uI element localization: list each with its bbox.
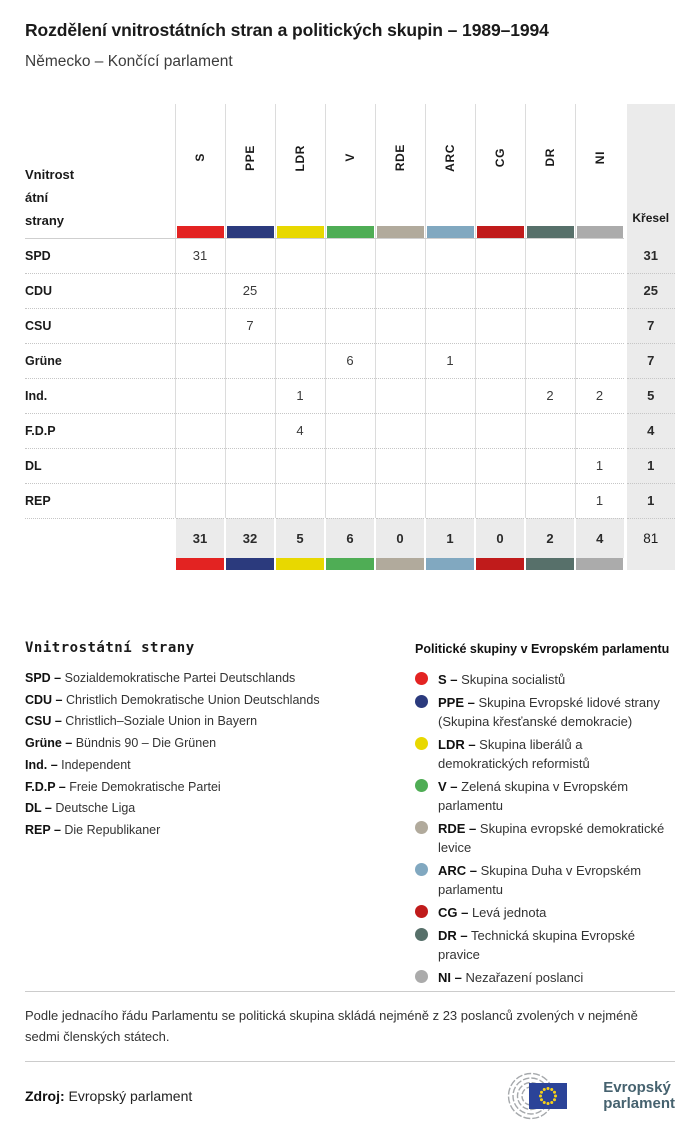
column-total-cell: 6 — [325, 518, 375, 558]
table-row — [25, 343, 675, 378]
logo-line-2: parlament — [603, 1095, 675, 1112]
seat-cell — [575, 273, 625, 308]
seat-cell — [225, 413, 275, 448]
table-row — [25, 413, 675, 448]
party-legend — [25, 640, 415, 991]
party-legend-title: Vnitrostátní strany — [25, 640, 195, 656]
group-color-bar — [577, 226, 623, 238]
column-total-cell: 2 — [525, 518, 575, 558]
row-total-cell: 7 — [625, 343, 675, 378]
table-row — [25, 448, 675, 483]
group-color-bar — [527, 226, 574, 238]
seat-cell — [325, 448, 375, 483]
seats-table — [25, 104, 675, 570]
page-title: Rozdělení vnitrostátních stran a politických skupin – 1989–1994 — [25, 20, 549, 40]
row-total-cell: 31 — [625, 238, 675, 273]
group-color-bar — [177, 226, 224, 238]
seats-column-header — [625, 104, 675, 238]
seat-cell — [475, 483, 525, 518]
party-label: Grüne — [25, 343, 175, 378]
group-color-bar — [576, 558, 623, 570]
seat-cell: 4 — [275, 413, 325, 448]
seat-cell — [525, 413, 575, 448]
party-legend-item: Ind. – Independent — [25, 757, 131, 772]
seat-cell — [575, 238, 625, 273]
seats-column-label: Křesel — [632, 211, 670, 225]
seat-cell — [575, 308, 625, 343]
table-header-row — [25, 104, 675, 238]
seat-cell — [575, 413, 625, 448]
group-color-dot — [415, 672, 428, 685]
party-label: SPD — [25, 238, 175, 273]
group-color-dot — [415, 928, 428, 941]
group-color-dot — [415, 821, 428, 834]
legends — [25, 640, 675, 991]
table-row — [25, 238, 675, 273]
seat-cell — [525, 448, 575, 483]
seat-cell — [525, 343, 575, 378]
column-header-cg: CG — [475, 104, 525, 238]
group-color-bar — [277, 226, 324, 238]
party-legend-item: F.D.P – Freie Demokratische Partei — [25, 779, 221, 794]
seat-cell — [525, 273, 575, 308]
row-total-cell: 7 — [625, 308, 675, 343]
seat-cell: 7 — [225, 308, 275, 343]
source-label: Zdroj: — [25, 1088, 65, 1104]
row-total-cell: 5 — [625, 378, 675, 413]
seat-cell — [375, 343, 425, 378]
column-header-ppe: PPE — [225, 104, 275, 238]
group-color-bar — [476, 558, 524, 570]
column-total-cell: 5 — [275, 518, 325, 558]
group-legend-item: S – Skupina socialistů — [415, 670, 675, 689]
seat-cell — [225, 483, 275, 518]
party-label: Ind. — [25, 378, 175, 413]
group-color-dot — [415, 970, 428, 983]
group-color-bar — [327, 226, 374, 238]
seat-cell — [325, 378, 375, 413]
eu-parliament-logo — [495, 1070, 675, 1122]
party-label: REP — [25, 483, 175, 518]
seat-cell — [375, 448, 425, 483]
seat-cell — [275, 273, 325, 308]
seat-cell — [275, 238, 325, 273]
group-color-bar — [226, 558, 274, 570]
seat-cell — [475, 448, 525, 483]
row-total-cell: 1 — [625, 483, 675, 518]
seat-cell — [375, 238, 425, 273]
group-color-dot — [415, 905, 428, 918]
seat-cell — [275, 308, 325, 343]
seat-cell: 1 — [275, 378, 325, 413]
seat-cell — [275, 483, 325, 518]
divider-top — [25, 991, 675, 992]
eu-parliament-logo-text — [603, 1080, 675, 1112]
seat-cell: 25 — [225, 273, 275, 308]
seat-cell — [375, 273, 425, 308]
group-legend-item: LDR – Skupina liberálů a demokratických reformistů — [415, 735, 675, 773]
seat-cell — [525, 238, 575, 273]
footnote: Podle jednacího řádu Parlamentu se politická skupina skládá nejméně z 23 poslanců zvolených v nejméně sedmi členských státech. — [25, 1008, 638, 1044]
column-header-dr: DR — [525, 104, 575, 238]
group-color-dot — [415, 737, 428, 750]
seat-cell — [325, 413, 375, 448]
party-legend-items — [25, 668, 415, 842]
color-bar-row — [25, 558, 675, 570]
group-legend-item: ARC – Skupina Duha v Evropském parlamentu — [415, 861, 675, 899]
group-legend-item: NI – Nezařazení poslanci — [415, 968, 675, 987]
seat-cell: 31 — [175, 238, 225, 273]
party-legend-item: CDU – Christlich Demokratische Union Deutschlands — [25, 692, 320, 707]
group-legend-item: CG – Levá jednota — [415, 903, 675, 922]
seat-cell: 2 — [525, 378, 575, 413]
table-row — [25, 308, 675, 343]
row-total-cell: 25 — [625, 273, 675, 308]
group-color-bar — [176, 558, 224, 570]
seat-cell — [475, 378, 525, 413]
seat-cell — [475, 308, 525, 343]
row-header-label: Vnitrost átní strany — [25, 166, 75, 228]
column-total-cell: 4 — [575, 518, 625, 558]
seat-cell — [425, 483, 475, 518]
seat-cell — [375, 483, 425, 518]
column-header-v: V — [325, 104, 375, 238]
column-total-cell: 0 — [375, 518, 425, 558]
seat-cell: 1 — [575, 448, 625, 483]
seat-cell — [525, 308, 575, 343]
party-label: CDU — [25, 273, 175, 308]
column-total-cell: 31 — [175, 518, 225, 558]
seat-cell — [325, 238, 375, 273]
divider-bottom — [25, 1061, 675, 1062]
seat-cell — [525, 483, 575, 518]
group-color-bar — [326, 558, 374, 570]
seat-cell: 1 — [575, 483, 625, 518]
group-color-bar — [376, 558, 424, 570]
row-total-cell: 1 — [625, 448, 675, 483]
group-color-bar — [526, 558, 574, 570]
seat-cell — [225, 448, 275, 483]
seat-cell — [475, 273, 525, 308]
group-color-dot — [415, 695, 428, 708]
table-row — [25, 378, 675, 413]
totals-row — [25, 518, 675, 558]
group-color-bar — [427, 226, 474, 238]
seat-cell — [175, 413, 225, 448]
group-color-dot — [415, 863, 428, 876]
seat-cell — [475, 343, 525, 378]
party-legend-item: Grüne – Bündnis 90 – Die Grünen — [25, 736, 217, 751]
party-legend-item: CSU – Christlich–Soziale Union in Bayern — [25, 714, 258, 729]
group-color-bar — [426, 558, 474, 570]
seat-cell — [175, 448, 225, 483]
seat-cell — [425, 238, 475, 273]
source-row — [25, 1070, 675, 1122]
party-label: DL — [25, 448, 175, 483]
group-legend-item: RDE – Skupina evropské demokratické levice — [415, 819, 675, 857]
group-color-bar — [377, 226, 424, 238]
table-row — [25, 483, 675, 518]
party-label: CSU — [25, 308, 175, 343]
seat-cell — [275, 343, 325, 378]
group-color-dot — [415, 779, 428, 792]
grand-total-cell: 81 — [625, 518, 675, 558]
seat-cell — [175, 308, 225, 343]
column-total-cell: 32 — [225, 518, 275, 558]
seat-cell — [475, 238, 525, 273]
group-legend — [415, 640, 675, 991]
row-total-cell: 4 — [625, 413, 675, 448]
seat-cell — [425, 413, 475, 448]
group-color-bar — [227, 226, 274, 238]
seat-cell: 6 — [325, 343, 375, 378]
party-label: F.D.P — [25, 413, 175, 448]
table-row — [25, 273, 675, 308]
seat-cell — [575, 343, 625, 378]
group-legend-title: Politické skupiny v Evropském parlamentu — [415, 642, 670, 656]
column-total-cell: 0 — [475, 518, 525, 558]
seat-cell — [225, 343, 275, 378]
column-header-arc: ARC — [425, 104, 475, 238]
seat-cell — [325, 273, 375, 308]
column-header-ni: NI — [575, 104, 625, 238]
source-value: Evropský parlament — [68, 1088, 193, 1104]
seat-cell — [425, 273, 475, 308]
eu-flag — [529, 1083, 567, 1109]
seat-cell — [175, 343, 225, 378]
group-legend-item: DR – Technická skupina Evropské pravice — [415, 926, 675, 964]
party-legend-item: DL – Deutsche Liga — [25, 801, 136, 816]
seat-cell — [175, 378, 225, 413]
seat-cell — [325, 483, 375, 518]
totals-label-cell — [25, 518, 175, 558]
eu-parliament-logo-mark — [495, 1070, 595, 1122]
group-color-bar — [276, 558, 324, 570]
seat-cell — [425, 448, 475, 483]
seat-cell — [275, 448, 325, 483]
group-legend-item: V – Zelená skupina v Evropském parlamentu — [415, 777, 675, 815]
seat-cell — [325, 308, 375, 343]
source-text — [25, 1088, 192, 1104]
party-legend-item: SPD – Sozialdemokratische Partei Deutschlands — [25, 671, 296, 685]
column-total-cell: 1 — [425, 518, 475, 558]
logo-line-1: Evropský — [603, 1079, 671, 1096]
seat-cell — [175, 483, 225, 518]
group-legend-items — [415, 670, 675, 987]
column-header-ldr: LDR — [275, 104, 325, 238]
seat-cell: 1 — [425, 343, 475, 378]
seat-cell — [175, 273, 225, 308]
seat-cell — [375, 378, 425, 413]
column-header-s: S — [175, 104, 225, 238]
seat-cell — [375, 413, 425, 448]
seat-cell — [425, 308, 475, 343]
row-header-cell — [25, 104, 175, 238]
seat-cell — [225, 378, 275, 413]
column-header-rde: RDE — [375, 104, 425, 238]
group-color-bar — [477, 226, 524, 238]
seat-cell — [475, 413, 525, 448]
party-legend-item: REP – Die Republikaner — [25, 822, 161, 837]
group-legend-item: PPE – Skupina Evropské lidové strany (Skupina křesťanské demokracie) — [415, 693, 675, 731]
seat-cell — [425, 378, 475, 413]
seat-cell — [375, 308, 425, 343]
seat-cell — [225, 238, 275, 273]
page-subtitle: Německo – Končící parlament — [25, 53, 233, 70]
seat-cell: 2 — [575, 378, 625, 413]
